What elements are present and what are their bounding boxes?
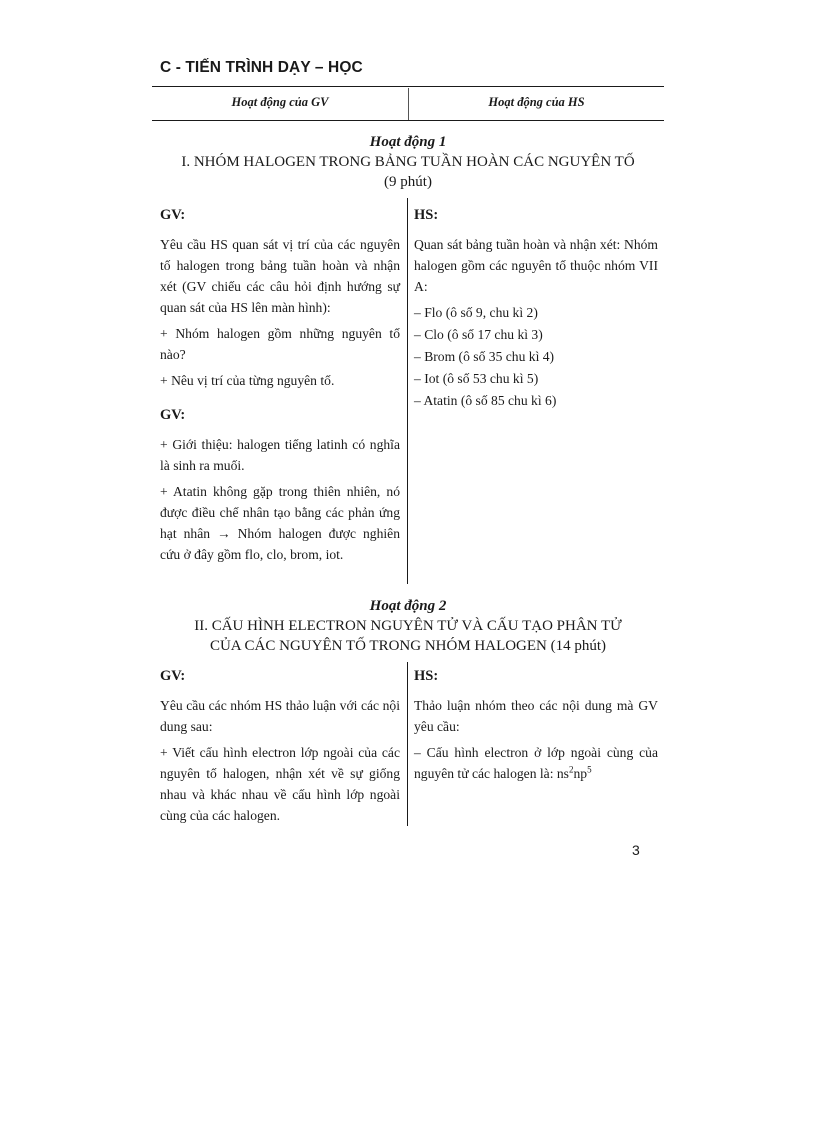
activity1-subtitle: I. NHÓM HALOGEN TRONG BẢNG TUẦN HOÀN CÁC NGUYÊN TỐ (181, 154, 635, 170)
activity2-gv-column (160, 666, 400, 831)
activity2-hs-p2 (414, 742, 658, 784)
list-item: – Brom (ô số 35 chu kì 4) (414, 349, 555, 364)
header-hs: Hoạt động của HS (488, 95, 585, 109)
activity2-hs-label: HS: (414, 668, 439, 684)
formula-sup-2: 2 (568, 764, 574, 775)
formula-ns: ns (556, 766, 569, 781)
activity2-subtitle-line1: II. CẤU HÌNH ELECTRON NGUYÊN TỬ VÀ CẤU TẠO PHÂN TỬ (194, 618, 622, 634)
list-item: – Flo (ô số 9, chu kì 2) (414, 305, 538, 320)
activity1-gv-p1: Yêu cầu HS quan sát vị trí của các nguyên tố halogen trong bảng tuần hoàn và nhận xét (GV chiếu các câu hỏi định hướng sự quan sát của HS lên màn hình): (160, 237, 400, 315)
activity2-hs-p2-text: – Cấu hình electron ở lớp ngoài cùng của nguyên tử các halogen là: (414, 745, 658, 781)
activity1-hs-p1: Quan sát bảng tuần hoàn và nhận xét: Nhóm halogen gồm các nguyên tố thuộc nhóm VII A: (414, 237, 658, 294)
activity2-subtitle-line2: CỦA CÁC NGUYÊN TỐ TRONG NHÓM HALOGEN (14 phút) (209, 638, 607, 654)
activity2-gv-label: GV: (160, 668, 186, 684)
table-top-rule (152, 86, 664, 87)
list-item: – Iot (ô số 53 chu kì 5) (414, 371, 539, 386)
activity2-gv-p2: + Viết cấu hình electron lớp ngoài của các nguyên tố halogen, nhận xét về sự giống nhau và khác nhau về cấu hình lớp ngoài cùng của các halogen. (160, 745, 400, 823)
activity1-hs-label: HS: (414, 207, 439, 223)
formula-sup-5: 5 (587, 764, 592, 775)
activity1-column-divider (407, 198, 408, 584)
list-item: – Clo (ô số 17 chu kì 3) (414, 327, 543, 342)
activity2-title: Hoạt động 2 (369, 598, 447, 614)
activity2-column-divider (407, 662, 408, 826)
activity1-time: (9 phút) (384, 174, 432, 190)
header-gv: Hoạt động của GV (231, 95, 329, 109)
activity1-gv-column (160, 205, 400, 570)
activity1-hs-column (414, 205, 658, 412)
activity2-gv-p1: Yêu cầu các nhóm HS thảo luận với các nội dung sau: (160, 698, 400, 734)
activity1-gv-p4: + Giới thiệu: halogen tiếng latinh có nghĩa là sinh ra muối. (160, 437, 400, 473)
page-number: 3 (632, 842, 640, 858)
activity2-heading (152, 596, 664, 656)
activity2-hs-column (414, 666, 658, 789)
table-header-rule (152, 120, 664, 121)
activity1-gv-label2: GV: (160, 407, 186, 423)
activity1-title: Hoạt động 1 (369, 134, 447, 150)
list-item: – Atatin (ô số 85 chu kì 6) (414, 393, 557, 408)
activity1-heading (152, 132, 664, 192)
table-header (152, 88, 664, 120)
activity1-gv-p5: + Atatin không gặp trong thiên nhiên, nó được điều chế nhân tạo bằng các phản ứng hạt nhân → Nhóm halogen được nghiên cứu ở đây gồm flo, clo, brom, iot. (160, 484, 400, 562)
activity2-hs-p1: Thảo luận nhóm theo các nội dung mà GV yêu cầu: (414, 698, 658, 734)
formula-np: np (573, 766, 588, 781)
electron-config-formula (557, 766, 592, 781)
activity1-gv-label: GV: (160, 207, 186, 223)
section-title: C - TIẾN TRÌNH DẠY – HỌC (160, 59, 363, 76)
activity1-gv-p2: + Nhóm halogen gồm những nguyên tố nào? (160, 326, 400, 362)
activity1-gv-p3: + Nêu vị trí của từng nguyên tố. (160, 373, 335, 388)
